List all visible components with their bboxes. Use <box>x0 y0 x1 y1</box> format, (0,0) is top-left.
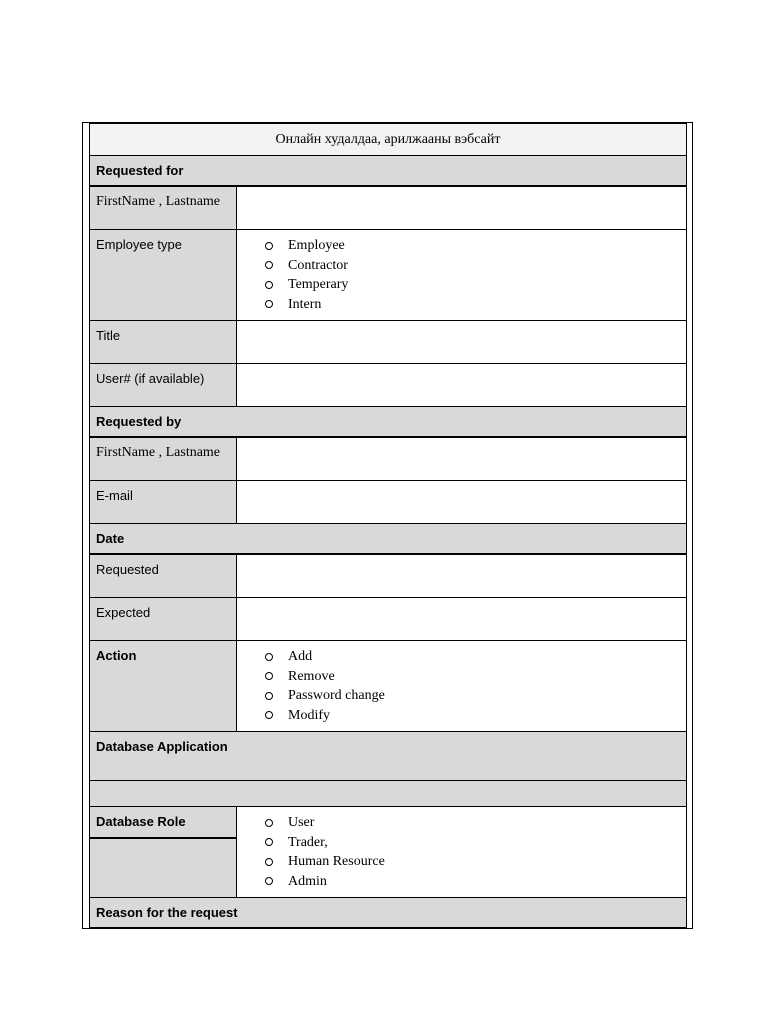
section-heading: Requested for <box>96 163 184 178</box>
field-label: Action <box>96 648 137 663</box>
option-employee[interactable]: Employee <box>265 236 348 256</box>
form-title: Онлайн худалдаа, арилжааны вэбсайт <box>275 132 501 147</box>
user-number-value[interactable] <box>237 364 686 406</box>
circle-bullet-icon <box>265 877 273 885</box>
circle-bullet-icon <box>265 242 273 250</box>
option-human-resource[interactable]: Human Resource <box>265 852 385 872</box>
field-label: Requested <box>96 562 159 577</box>
field-email <box>90 481 686 524</box>
database-role-options <box>265 813 385 891</box>
section-date <box>90 524 686 555</box>
circle-bullet-icon <box>265 819 273 827</box>
section-database-application <box>90 732 686 781</box>
circle-bullet-icon <box>265 711 273 719</box>
field-label: Employee type <box>96 237 182 252</box>
section-requested-for <box>90 156 686 187</box>
field-date-expected <box>90 598 686 641</box>
field-date-requested <box>90 555 686 598</box>
database-application-value[interactable] <box>90 781 686 807</box>
section-reason <box>90 898 686 929</box>
option-trader[interactable]: Trader, <box>265 833 385 853</box>
form-title-row <box>90 123 686 156</box>
requested-for-name-value[interactable] <box>237 187 686 229</box>
option-modify[interactable]: Modify <box>265 706 385 726</box>
circle-bullet-icon <box>265 838 273 846</box>
circle-bullet-icon <box>265 281 273 289</box>
field-label: Database Role <box>96 814 186 829</box>
option-admin[interactable]: Admin <box>265 872 385 892</box>
circle-bullet-icon <box>265 653 273 661</box>
requested-by-name-value[interactable] <box>237 438 686 480</box>
section-requested-by <box>90 407 686 438</box>
section-heading: Requested by <box>96 414 182 429</box>
field-title <box>90 321 686 364</box>
date-requested-value[interactable] <box>237 555 686 597</box>
option-contractor[interactable]: Contractor <box>265 256 348 276</box>
request-form <box>89 123 687 929</box>
field-label: FirstName , Lastname <box>96 194 221 209</box>
field-employee-type <box>90 230 686 321</box>
field-label: User# (if available) <box>96 371 205 386</box>
section-heading: Date <box>96 531 125 546</box>
circle-bullet-icon <box>265 858 273 866</box>
option-remove[interactable]: Remove <box>265 667 385 687</box>
section-heading: Reason for the request <box>96 905 238 920</box>
option-password-change[interactable]: Password change <box>265 686 385 706</box>
option-intern[interactable]: Intern <box>265 295 348 315</box>
field-label: FirstName , Lastname <box>96 445 221 460</box>
date-expected-value[interactable] <box>237 598 686 640</box>
field-label: Title <box>96 328 121 343</box>
field-requested-for-name <box>90 187 686 230</box>
field-user-number <box>90 364 686 407</box>
option-user[interactable]: User <box>265 813 385 833</box>
field-label: Expected <box>96 605 151 620</box>
email-value[interactable] <box>237 481 686 523</box>
cell-divider <box>90 837 237 839</box>
circle-bullet-icon <box>265 300 273 308</box>
circle-bullet-icon <box>265 261 273 269</box>
field-requested-by-name <box>90 438 686 481</box>
option-add[interactable]: Add <box>265 647 385 667</box>
circle-bullet-icon <box>265 692 273 700</box>
field-label: E-mail <box>96 488 133 503</box>
employee-type-options <box>265 236 348 314</box>
circle-bullet-icon <box>265 672 273 680</box>
action-options <box>265 647 385 725</box>
field-database-role <box>90 807 686 898</box>
section-heading: Database Application <box>96 739 228 754</box>
field-action <box>90 641 686 732</box>
title-value[interactable] <box>237 321 686 363</box>
option-temperary[interactable]: Temperary <box>265 275 348 295</box>
